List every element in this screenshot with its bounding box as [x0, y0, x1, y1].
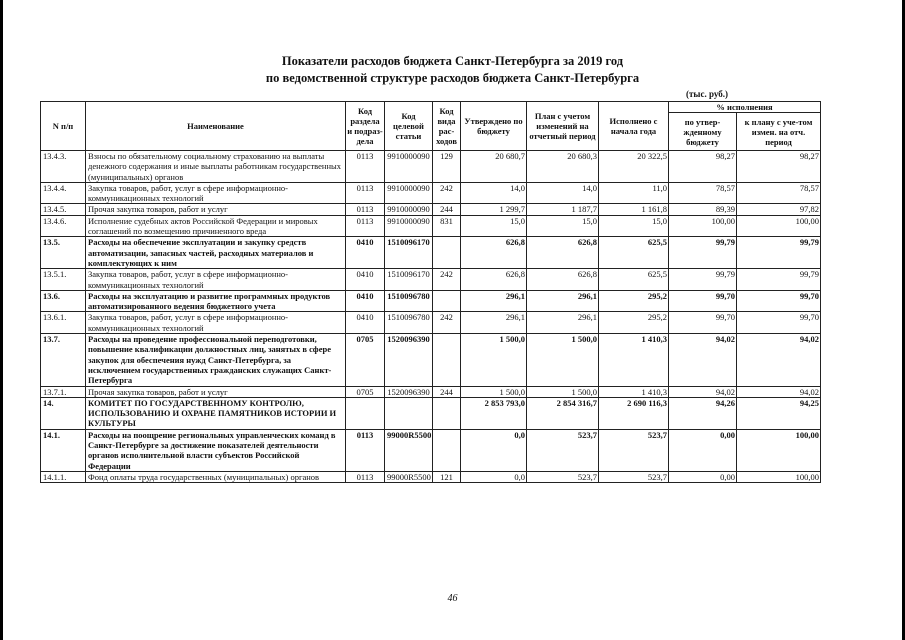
row-executed: 1 410,3 [599, 334, 669, 386]
row-expense-type-code: 242 [433, 182, 461, 204]
row-plan: 626,8 [527, 237, 599, 269]
row-percent-plan: 99,79 [737, 269, 821, 291]
row-percent-plan: 94,25 [737, 397, 821, 429]
row-executed: 523,7 [599, 471, 669, 482]
row-percent-approved: 78,57 [669, 182, 737, 204]
row-plan: 20 680,3 [527, 151, 599, 183]
row-approved: 0,0 [461, 471, 527, 482]
row-target-code: 99000R5500 [385, 471, 433, 482]
row-target-code: 1510096170 [385, 269, 433, 291]
table-row [41, 151, 821, 183]
document-title-line-2: по ведомственной структуре расходов бюджета Санкт-Петербурга [265, 71, 640, 85]
row-number: 14.1.1. [41, 471, 86, 482]
row-target-code [385, 397, 433, 429]
row-name: КОМИТЕТ ПО ГОСУДАРСТВЕННОМУ КОНТРОЛЮ, ИСПОЛЬЗОВАНИЮ И ОХРАНЕ ПАМЯТНИКОВ ИСТОРИИ И КУЛЬТУРЫ [86, 397, 346, 429]
row-percent-plan: 99,70 [737, 290, 821, 312]
row-section-code: 0113 [346, 182, 385, 204]
header-section-code: Код раздела и подраз-дела [346, 102, 385, 151]
row-name: Исполнение судебных актов Российской Федерации и мировых соглашений по возмещению причиненного вреда [86, 215, 346, 237]
row-approved: 626,8 [461, 269, 527, 291]
table-row [41, 397, 821, 429]
row-expense-type-code: 831 [433, 215, 461, 237]
row-expense-type-code [433, 429, 461, 471]
header-executed: Исполнено с начала года [599, 102, 669, 151]
row-plan: 296,1 [527, 312, 599, 334]
row-approved: 296,1 [461, 312, 527, 334]
row-percent-approved: 98,27 [669, 151, 737, 183]
row-percent-approved: 99,70 [669, 290, 737, 312]
row-name: Расходы на обеспечение эксплуатации и закупку средств автоматизации, запасных частей, расходных материалов и комплектующих к ним [86, 237, 346, 269]
row-expense-type-code [433, 290, 461, 312]
header-approved: Утверждено по бюджету [461, 102, 527, 151]
row-name: Расходы на эксплуатацию и развитие программных продуктов автоматизированного ведения бюджетного учета [86, 290, 346, 312]
row-section-code: 0113 [346, 204, 385, 215]
row-section-code: 0705 [346, 334, 385, 386]
row-section-code: 0410 [346, 237, 385, 269]
row-executed: 15,0 [599, 215, 669, 237]
row-plan: 626,8 [527, 269, 599, 291]
row-executed: 295,2 [599, 290, 669, 312]
row-section-code: 0113 [346, 215, 385, 237]
page-number: 46 [447, 593, 458, 604]
row-target-code: 9910000090 [385, 204, 433, 215]
table-row [41, 471, 821, 482]
row-percent-approved: 100,00 [669, 215, 737, 237]
row-expense-type-code [433, 237, 461, 269]
row-name: Прочая закупка товаров, работ и услуг [86, 386, 346, 397]
row-name: Расходы на поощрение региональных управленческих команд в Санкт-Петербурге за достижение показателей деятельности органов исполнительной власти субъектов Российской Федерации [86, 429, 346, 471]
row-target-code: 1510096780 [385, 312, 433, 334]
row-approved: 626,8 [461, 237, 527, 269]
row-name: Закупка товаров, работ, услуг в сфере информационно-коммуникационных технологий [86, 269, 346, 291]
row-section-code: 0410 [346, 290, 385, 312]
row-percent-plan: 99,70 [737, 312, 821, 334]
row-percent-approved: 89,39 [669, 204, 737, 215]
scan-edge-left [0, 0, 3, 640]
row-number: 14. [41, 397, 86, 429]
row-executed: 625,5 [599, 237, 669, 269]
row-plan: 296,1 [527, 290, 599, 312]
row-section-code: 0113 [346, 471, 385, 482]
budget-table [40, 101, 821, 483]
table-row [41, 204, 821, 215]
row-plan: 2 854 316,7 [527, 397, 599, 429]
header-name: Наименование [86, 102, 346, 151]
row-number: 13.5.1. [41, 269, 86, 291]
table-row [41, 290, 821, 312]
row-approved: 14,0 [461, 182, 527, 204]
row-plan: 523,7 [527, 471, 599, 482]
row-executed: 523,7 [599, 429, 669, 471]
row-number: 13.7.1. [41, 386, 86, 397]
row-number: 13.4.5. [41, 204, 86, 215]
row-number: 13.4.4. [41, 182, 86, 204]
row-number: 13.6. [41, 290, 86, 312]
row-number: 13.4.6. [41, 215, 86, 237]
row-expense-type-code: 242 [433, 312, 461, 334]
row-percent-approved: 99,79 [669, 269, 737, 291]
row-executed: 295,2 [599, 312, 669, 334]
row-percent-plan: 98,27 [737, 151, 821, 183]
row-percent-approved: 94,26 [669, 397, 737, 429]
row-approved: 2 853 793,0 [461, 397, 527, 429]
row-number: 13.7. [41, 334, 86, 386]
table-row [41, 237, 821, 269]
row-plan: 1 187,7 [527, 204, 599, 215]
row-section-code: 0113 [346, 151, 385, 183]
table-row [41, 182, 821, 204]
row-executed: 11,0 [599, 182, 669, 204]
row-target-code: 9910000090 [385, 215, 433, 237]
row-percent-approved: 0,00 [669, 429, 737, 471]
table-body [41, 151, 821, 483]
table-row [41, 215, 821, 237]
row-name: Закупка товаров, работ, услуг в сфере информационно-коммуникационных технологий [86, 312, 346, 334]
table-row [41, 429, 821, 471]
row-expense-type-code [433, 334, 461, 386]
row-name: Прочая закупка товаров, работ и услуг [86, 204, 346, 215]
row-executed: 20 322,5 [599, 151, 669, 183]
row-section-code: 0410 [346, 312, 385, 334]
table-row [41, 386, 821, 397]
row-percent-approved: 0,00 [669, 471, 737, 482]
row-approved: 1 500,0 [461, 386, 527, 397]
row-percent-plan: 100,00 [737, 471, 821, 482]
document-title-line-1: Показатели расходов бюджета Санкт-Петербурга за 2019 год [281, 54, 624, 68]
row-expense-type-code: 244 [433, 386, 461, 397]
row-number: 13.5. [41, 237, 86, 269]
header-num: N п/п [41, 102, 86, 151]
row-target-code: 1520096390 [385, 334, 433, 386]
row-percent-approved: 99,70 [669, 312, 737, 334]
row-section-code [346, 397, 385, 429]
row-executed: 1 161,8 [599, 204, 669, 215]
row-expense-type-code: 129 [433, 151, 461, 183]
row-percent-plan: 94,02 [737, 334, 821, 386]
row-expense-type-code: 121 [433, 471, 461, 482]
row-target-code: 9910000090 [385, 182, 433, 204]
row-percent-approved: 94,02 [669, 386, 737, 397]
row-target-code: 99000R5500 [385, 429, 433, 471]
row-expense-type-code: 244 [433, 204, 461, 215]
row-approved: 1 500,0 [461, 334, 527, 386]
row-plan: 14,0 [527, 182, 599, 204]
table-row [41, 269, 821, 291]
row-section-code: 0705 [346, 386, 385, 397]
row-approved: 1 299,7 [461, 204, 527, 215]
row-target-code: 1510096780 [385, 290, 433, 312]
row-name: Расходы на проведение профессиональной переподготовки, повышение квалификации должностных лиц, занятых в сфере закупок для обеспечения нужд Санкт-Петербурга, за исключением государственных гражданских служащих Санкт-Петербурга [86, 334, 346, 386]
row-expense-type-code [433, 397, 461, 429]
row-number: 14.1. [41, 429, 86, 471]
row-percent-approved: 94,02 [669, 334, 737, 386]
row-approved: 0,0 [461, 429, 527, 471]
table-row [41, 312, 821, 334]
row-number: 13.6.1. [41, 312, 86, 334]
row-number: 13.4.3. [41, 151, 86, 183]
row-executed: 2 690 116,3 [599, 397, 669, 429]
row-name: Закупка товаров, работ, услуг в сфере информационно-коммуникационных технологий [86, 182, 346, 204]
row-approved: 296,1 [461, 290, 527, 312]
row-percent-plan: 100,00 [737, 215, 821, 237]
row-name: Взносы по обязательному социальному страхованию на выплаты денежного содержания и иные выплаты работникам государственных (муниципальных) органов [86, 151, 346, 183]
table-header [41, 102, 821, 151]
row-target-code: 9910000090 [385, 151, 433, 183]
row-plan: 1 500,0 [527, 334, 599, 386]
row-section-code: 0113 [346, 429, 385, 471]
row-target-code: 1510096170 [385, 237, 433, 269]
row-name: Фонд оплаты труда государственных (муниципальных) органов [86, 471, 346, 482]
row-plan: 15,0 [527, 215, 599, 237]
row-plan: 1 500,0 [527, 386, 599, 397]
row-percent-approved: 99,79 [669, 237, 737, 269]
row-expense-type-code: 242 [433, 269, 461, 291]
table-row [41, 334, 821, 386]
header-percent-group: % исполнения [669, 102, 821, 113]
row-executed: 625,5 [599, 269, 669, 291]
header-percent-approved: по утвер-жденному бюджету [669, 113, 737, 151]
row-percent-plan: 100,00 [737, 429, 821, 471]
row-percent-plan: 78,57 [737, 182, 821, 204]
header-expense-type-code: Код вида рас-ходов [433, 102, 461, 151]
row-plan: 523,7 [527, 429, 599, 471]
header-plan: План с учетом изменений на отчетный период [527, 102, 599, 151]
row-percent-plan: 97,82 [737, 204, 821, 215]
row-section-code: 0410 [346, 269, 385, 291]
header-target-code: Код целевой статьи [385, 102, 433, 151]
row-target-code: 1520096390 [385, 386, 433, 397]
units-label: (тыс. руб.) [686, 89, 728, 99]
row-executed: 1 410,3 [599, 386, 669, 397]
row-percent-plan: 94,02 [737, 386, 821, 397]
row-approved: 20 680,7 [461, 151, 527, 183]
row-approved: 15,0 [461, 215, 527, 237]
row-percent-plan: 99,79 [737, 237, 821, 269]
header-percent-plan: к плану с уче-том измен. на отч. период [737, 113, 821, 151]
